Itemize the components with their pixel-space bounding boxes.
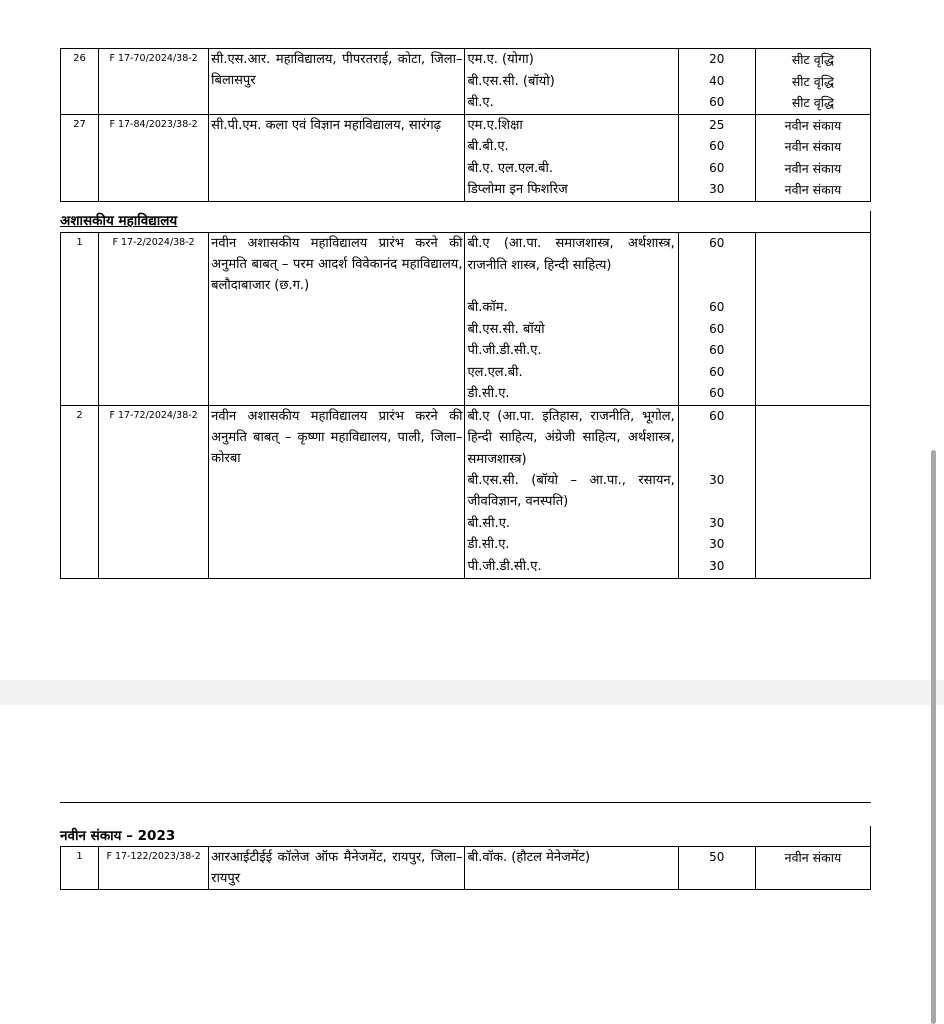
course-list (465, 233, 678, 406)
remark-list (755, 49, 870, 115)
course-item: बी.ए (आ.पा. समाजशास्त्र, अर्थशास्त्र, राजनीति शास्त्र, हिन्दी साहित्य) (467, 236, 675, 273)
serial-number: 27 (61, 114, 99, 201)
course-item: बी.एस.सी. (बॉयो) (467, 73, 555, 89)
course-item: बी.ए. एल.एल.बी. (467, 160, 554, 176)
course-item: बी.ए. (467, 95, 494, 110)
table-row (61, 114, 871, 201)
seat-count: 60 (709, 364, 725, 379)
remark: नवीन संकाय (784, 850, 842, 865)
seat-count: 20 (709, 52, 725, 66)
seat-list (678, 49, 755, 115)
remark: सीट वृद्धि (791, 73, 834, 89)
seat-count: 50 (709, 850, 725, 864)
table-row (61, 847, 871, 890)
college-table-a (60, 48, 871, 202)
table-row (61, 49, 871, 115)
remark-list (755, 847, 870, 890)
course-item: एम.ए.शिक्षा (467, 117, 523, 133)
seat-count: 60 (709, 408, 725, 423)
file-reference: F 17-2/2024/38-2 (99, 233, 209, 406)
seat-count: 30 (709, 472, 725, 487)
course-item: पी.जी.डी.सी.ए. (467, 343, 542, 358)
file-reference: F 17-84/2023/38-2 (99, 114, 209, 201)
serial-number: 1 (61, 847, 99, 890)
college-name: आरआईटीईई कॉलेज ऑफ मैनेजमेंट, रायपुर, जिला–रायपुर (209, 847, 465, 890)
page-top-rule (60, 802, 871, 803)
course-item: पी.जी.डी.सी.ए. (467, 558, 542, 574)
table-row (61, 233, 871, 406)
file-reference: F 17-70/2024/38-2 (99, 49, 209, 115)
remark: सीट वृद्धि (791, 95, 834, 110)
course-item: डी.सी.ए. (467, 386, 510, 401)
course-list (465, 114, 678, 201)
serial-number: 26 (61, 49, 99, 115)
college-name: सी.पी.एम. कला एवं विज्ञान महाविद्यालय, सारंगढ़ (209, 114, 465, 201)
seat-count: 30 (709, 515, 725, 530)
course-list (465, 405, 678, 578)
course-item: बी.ए (आ.पा. इतिहास, राजनीति, भूगोल, हिन्दी साहित्य, अंग्रेजी साहित्य, अर्थशास्त्र, समाजशास्त्र) (467, 408, 675, 467)
table-row (61, 405, 871, 578)
remark: नवीन संकाय (784, 160, 842, 176)
serial-number: 2 (61, 405, 99, 578)
college-name: सी.एस.आर. महाविद्यालय, पीपरतराई, कोटा, जिला–बिलासपुर (209, 49, 465, 115)
course-item: एल.एल.बी. (467, 364, 523, 380)
seat-count: 60 (709, 321, 725, 336)
course-item: डिप्लोमा इन फिशरिज (467, 182, 568, 197)
remark: नवीन संकाय (784, 139, 842, 154)
college-name: नवीन अशासकीय महाविद्यालय प्रारंभ करने की अनुमति बाबत् – कृष्णा महाविद्यालय, पाली, जिला–कोरबा (209, 405, 465, 578)
seat-count: 60 (709, 386, 725, 400)
course-item: एम.ए. (योगा) (467, 52, 534, 67)
seat-count: 60 (709, 139, 725, 153)
seat-count: 60 (709, 236, 725, 250)
seat-count: 60 (709, 343, 725, 357)
remark: नवीन संकाय (784, 182, 842, 197)
seat-count: 60 (709, 160, 725, 175)
section-heading-private-colleges: अशासकीय महाविद्यालय (60, 213, 178, 229)
vertical-scrollbar[interactable] (931, 450, 936, 1024)
course-item: बी.एस.सी. (बॉयो – आ.पा., रसायन, जीवविज्ञान, वनस्पति) (467, 472, 675, 509)
seat-list (678, 847, 755, 890)
course-item: बी.वॉक. (हौटल मेनेजमेंट) (467, 850, 591, 865)
seat-count: 60 (709, 95, 725, 109)
college-name: नवीन अशासकीय महाविद्यालय प्रारंभ करने की अनुमति बाबत् – परम आदर्श विवेकानंद महाविद्यालय, बलौदाबाजार (छ.ग.) (209, 233, 465, 406)
remark-cell (755, 233, 870, 406)
remark: नवीन संकाय (784, 117, 842, 133)
course-item: बी.सी.ए. (467, 515, 511, 531)
seat-list (678, 114, 755, 201)
seat-count: 60 (709, 300, 725, 314)
seat-count: 30 (709, 182, 725, 196)
course-item: बी.एस.सी. बॉयो (467, 321, 545, 337)
seat-count: 40 (709, 73, 725, 88)
seat-list (678, 405, 755, 578)
file-reference: F 17-72/2024/38-2 (99, 405, 209, 578)
seat-count: 30 (709, 537, 725, 551)
seat-count: 25 (709, 117, 725, 132)
course-list (465, 847, 678, 890)
college-table-b (60, 232, 871, 579)
course-item: बी.कॉम. (467, 300, 508, 315)
serial-number: 1 (61, 233, 99, 406)
remark-list (755, 114, 870, 201)
remark: सीट वृद्धि (791, 52, 834, 67)
table-border (870, 826, 871, 848)
seat-count: 30 (709, 558, 725, 573)
seat-list (678, 233, 755, 406)
course-list (465, 49, 678, 115)
remark-cell (755, 405, 870, 578)
section-heading-new-faculty: नवीन संकाय – 2023 (60, 828, 176, 844)
course-item: बी.बी.ए. (467, 139, 509, 154)
page-separator (0, 680, 944, 705)
course-item: डी.सी.ए. (467, 537, 510, 552)
file-reference: F 17-122/2023/38-2 (99, 847, 209, 890)
table-border (870, 211, 871, 233)
college-table-c (60, 846, 871, 890)
